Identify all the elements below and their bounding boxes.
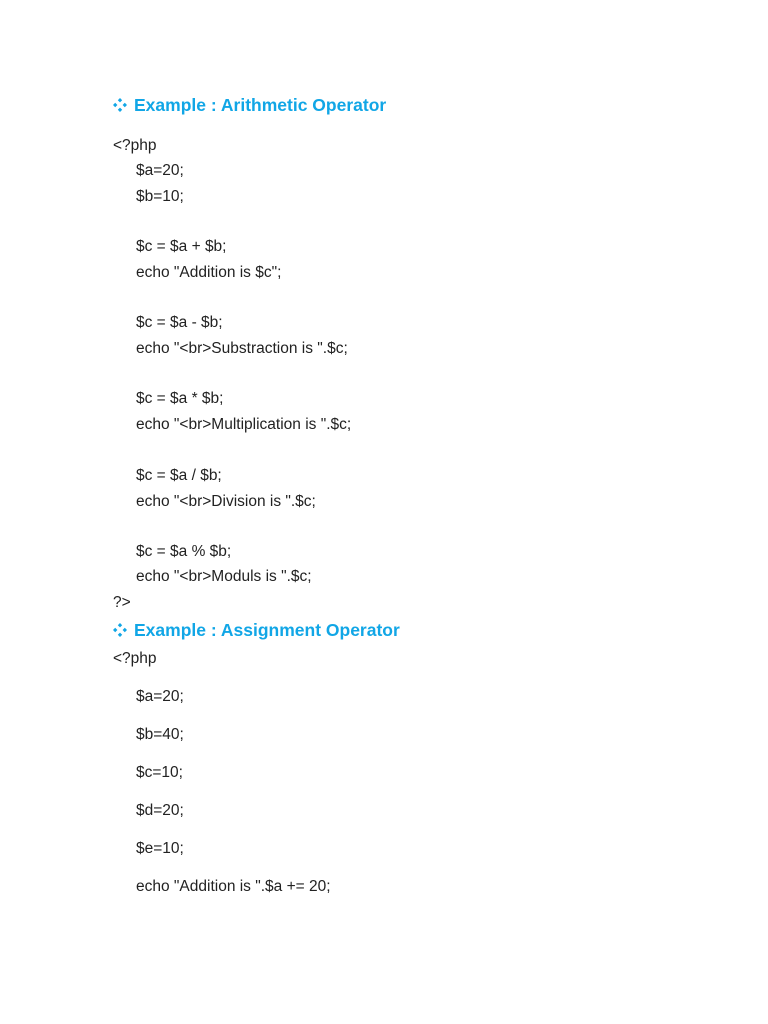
- code-line: $c = $a / $b;: [136, 467, 222, 484]
- four-diamond-bullet-icon: [113, 98, 127, 112]
- code-line: echo "<br>Moduls is ".$c;: [136, 568, 312, 585]
- code-line: $c = $a * $b;: [136, 390, 224, 407]
- code-line: echo "<br>Substraction is ".$c;: [136, 340, 348, 357]
- four-diamond-bullet-icon: [113, 623, 127, 637]
- code-line: $c = $a + $b;: [136, 238, 227, 255]
- section-heading-arithmetic: [113, 92, 386, 118]
- code-line: <?php: [113, 137, 157, 154]
- code-line: $b=10;: [136, 188, 184, 205]
- code-line: echo "<br>Multiplication is ".$c;: [136, 416, 352, 433]
- code-line: $d=20;: [136, 802, 184, 819]
- code-line: $c = $a - $b;: [136, 314, 223, 331]
- code-line: echo "Addition is ".$a += 20;: [136, 878, 331, 895]
- section-heading-text: Example : Assignment Operator: [134, 620, 400, 640]
- code-line: $a=20;: [136, 162, 184, 179]
- section-heading-assignment: [113, 617, 400, 643]
- code-line: ?>: [113, 594, 131, 611]
- code-line: $b=40;: [136, 726, 184, 743]
- code-line: $e=10;: [136, 840, 184, 857]
- code-line: echo "<br>Division is ".$c;: [136, 493, 316, 510]
- section-heading-text: Example : Arithmetic Operator: [134, 95, 387, 115]
- code-line: $c=10;: [136, 764, 183, 781]
- code-line: <?php: [113, 650, 157, 667]
- code-line: $a=20;: [136, 688, 184, 705]
- code-line: $c = $a % $b;: [136, 543, 232, 560]
- code-line: echo "Addition is $c";: [136, 264, 282, 281]
